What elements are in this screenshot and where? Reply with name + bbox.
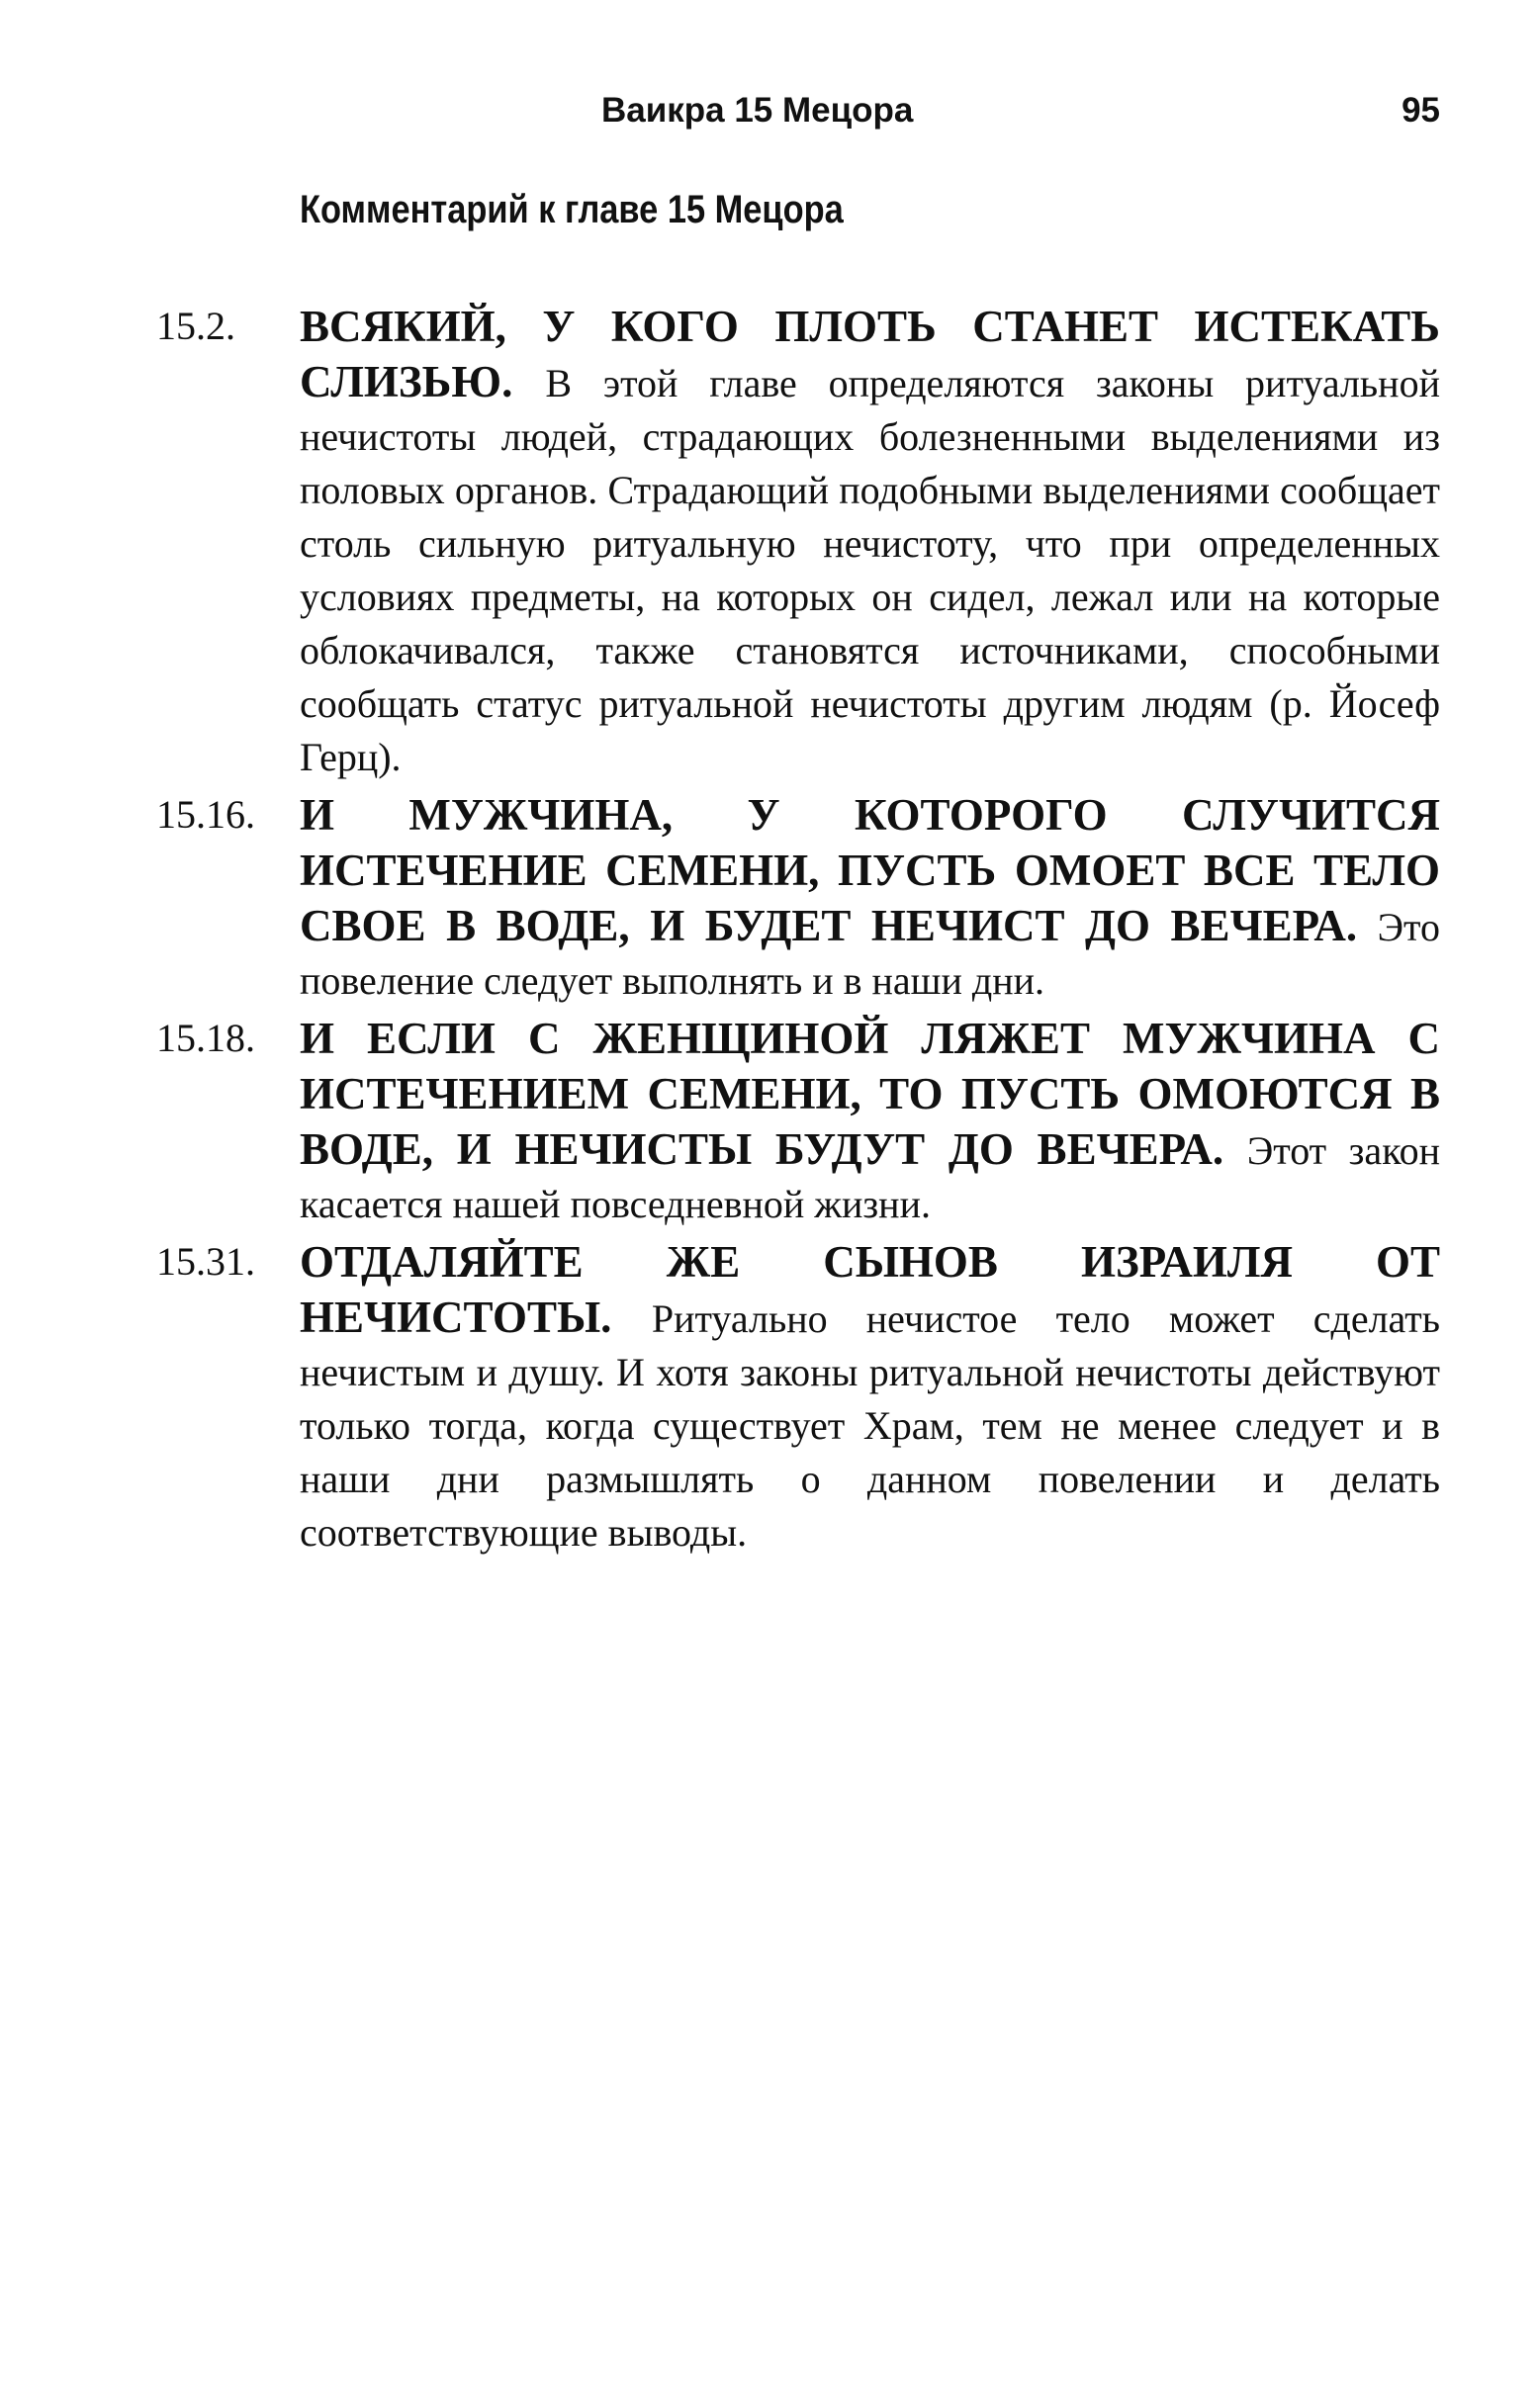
verse-number: 15.18.	[156, 1016, 255, 1060]
verse-lemma: И МУЖЧИНА, У КОТОРОГО СЛУЧИТСЯ ИСТЕЧЕНИЕ СЕМЕНИ, ПУСТЬ ОМОЕТ ВСЕ ТЕЛО СВОЕ В ВОДЕ, И БУДЕТ НЕЧИСТ ДО ВЕЧЕРА.	[300, 790, 1440, 950]
commentary-entries	[156, 300, 1440, 1563]
verse-number: 15.31.	[156, 1239, 255, 1284]
verse-lemma: ВСЯКИЙ, У КОГО ПЛОТЬ СТАНЕТ ИСТЕКАТЬ СЛИЗЬЮ.	[300, 302, 1440, 406]
running-title: Ваикра 15 Мецора	[601, 91, 914, 130]
commentary-entry	[156, 1235, 1440, 1560]
commentary-entry	[156, 1012, 1440, 1231]
commentary-text: Это повеление следует выполнять и в наши дни.	[300, 905, 1440, 1003]
commentary-text: В этой главе определяются законы ритуальной нечистоты людей, страдающих болезненными выделениями из половых органов. Страдающий подобными выделениями сообщает столь сильную ритуальную нечистоту, что при определенных условиях предметы, на которых он сидел, лежал или на которые облокачивался, также становятся источниками, способными сообщать статус ритуальной нечистоты другим людям (р. Йосеф Герц).	[300, 361, 1440, 779]
verse-number: 15.16.	[156, 792, 255, 837]
section-heading: Комментарий к главе 15 Мецора	[300, 188, 844, 231]
commentary-text: Этот закон касается нашей повседневной жизни.	[300, 1128, 1440, 1226]
page-number: 95	[1401, 91, 1440, 130]
verse-lemma: ОТДАЛЯЙТЕ ЖЕ СЫНОВ ИЗРАИЛЯ ОТ НЕЧИСТОТЫ.	[300, 1237, 1440, 1342]
commentary-entry	[156, 788, 1440, 1008]
verse-number: 15.2.	[156, 304, 235, 348]
verse-lemma: И ЕСЛИ С ЖЕНЩИНОЙ ЛЯЖЕТ МУЖЧИНА С ИСТЕЧЕНИЕМ СЕМЕНИ, ТО ПУСТЬ ОМОЮТСЯ В ВОДЕ, И НЕЧИСТЫ БУДУТ ДО ВЕЧЕРА.	[300, 1014, 1440, 1174]
commentary-entry	[156, 300, 1440, 784]
running-head	[0, 91, 1537, 140]
commentary-text: Ритуально нечистое тело может сделать нечистым и душу. И хотя законы ритуальной нечистоты действуют только тогда, когда существует Храм, тем не менее следует и в наши дни размышлять о данном повелении и делать соответствующие выводы.	[300, 1296, 1440, 1555]
